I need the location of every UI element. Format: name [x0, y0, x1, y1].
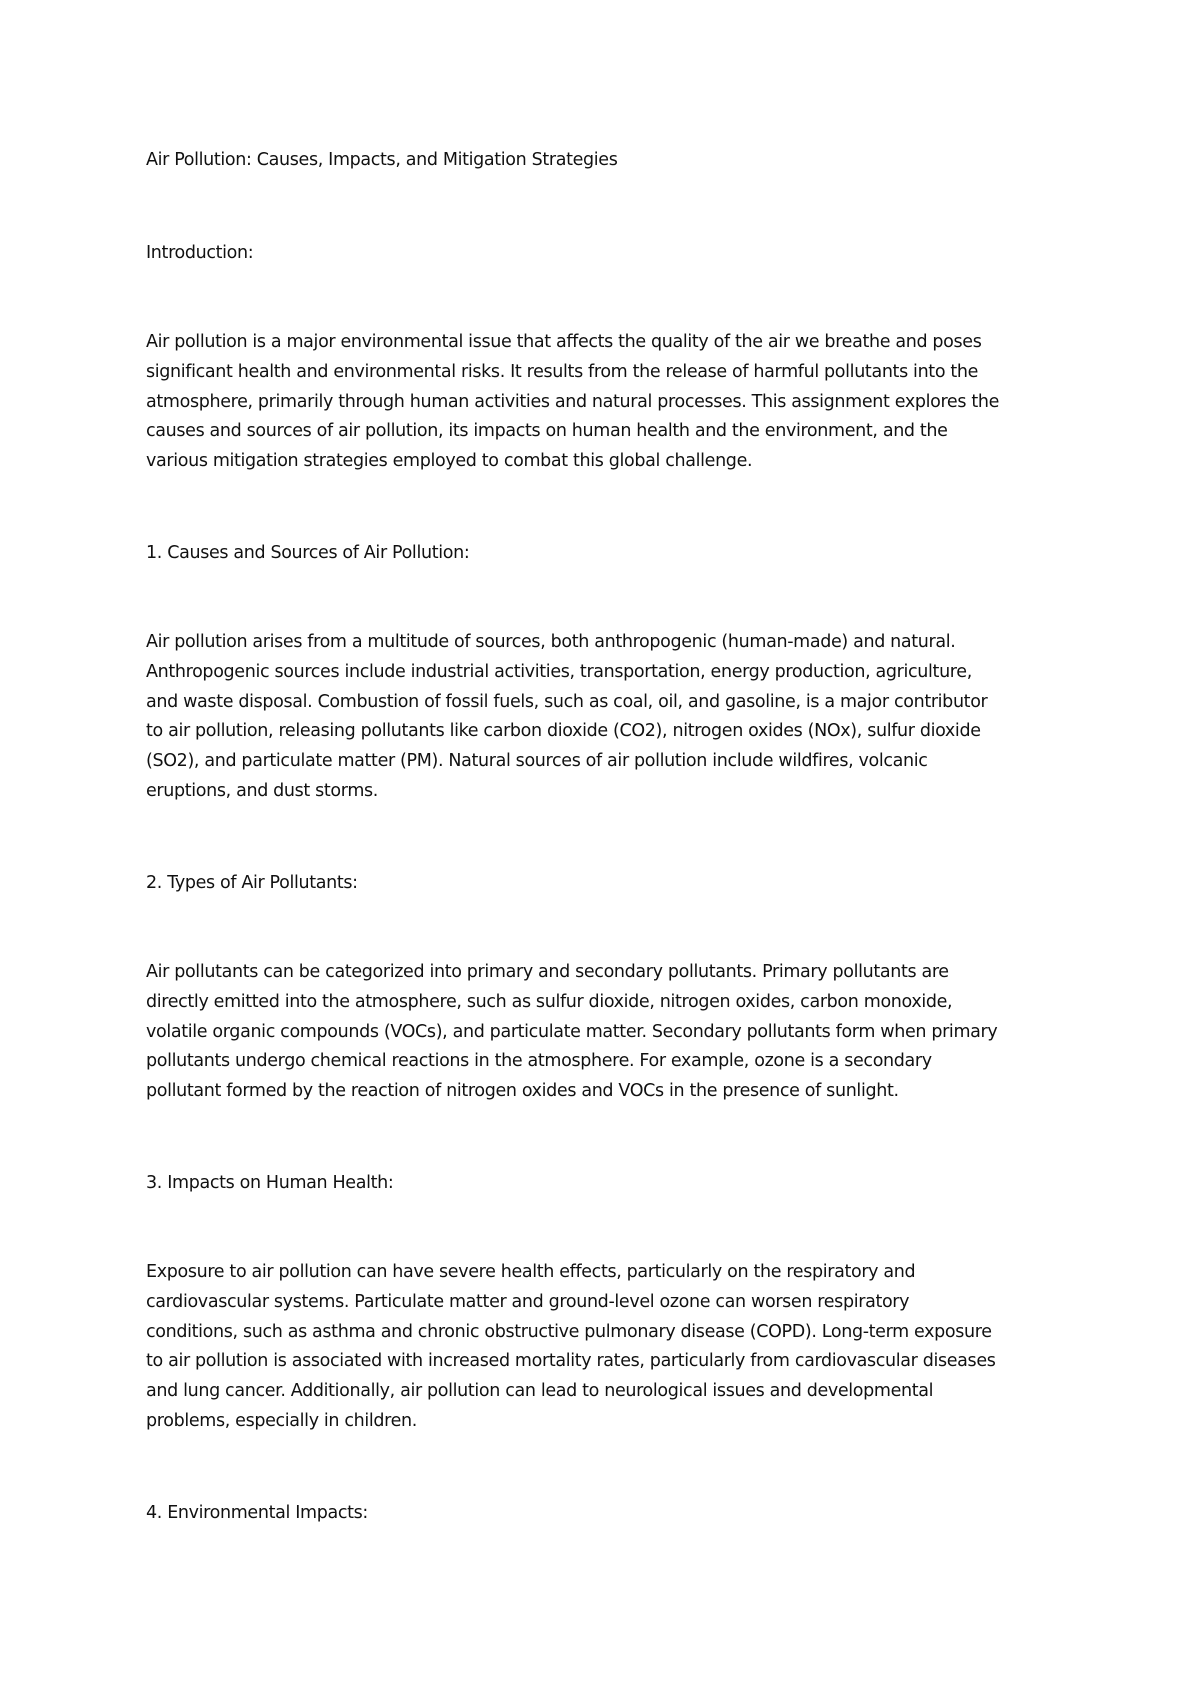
introduction-paragraph: [146, 328, 1071, 477]
paragraph-line: various mitigation strategies employed to combat this global challenge.: [146, 451, 753, 472]
section-3-paragraph: [146, 1258, 1071, 1437]
paragraph-line: directly emitted into the atmosphere, such as sulfur dioxide, nitrogen oxides, carbon monoxide,: [146, 991, 953, 1012]
paragraph-line: significant health and environmental risks. It results from the release of harmful pollutants into the: [146, 361, 979, 382]
paragraph-line: volatile organic compounds (VOCs), and particulate matter. Secondary pollutants form when primary: [146, 1021, 998, 1042]
paragraph-line: Anthropogenic sources include industrial activities, transportation, energy production, agriculture,: [146, 661, 972, 682]
paragraph-line: to air pollution is associated with increased mortality rates, particularly from cardiovascular diseases: [146, 1351, 996, 1372]
paragraph-line: and waste disposal. Combustion of fossil fuels, such as coal, oil, and gasoline, is a major contributor: [146, 691, 988, 712]
section-2-heading: 2. Types of Air Pollutants:: [146, 873, 358, 893]
paragraph-line: conditions, such as asthma and chronic obstructive pulmonary disease (COPD). Long-term exposure: [146, 1321, 992, 1342]
paragraph-line: Exposure to air pollution can have severe health effects, particularly on the respiratory and: [146, 1262, 916, 1282]
section-4-heading: 4. Environmental Impacts:: [146, 1503, 368, 1523]
paragraph-line: to air pollution, releasing pollutants like carbon dioxide (CO2), nitrogen oxides (NOx), sulfur dioxide: [146, 721, 981, 742]
paragraph-line: Air pollutants can be categorized into primary and secondary pollutants. Primary pollutants are: [146, 962, 949, 982]
paragraph-line: problems, especially in children.: [146, 1410, 418, 1431]
document-title: Air Pollution: Causes, Impacts, and Mitigation Strategies: [146, 150, 618, 170]
section-3-heading: 3. Impacts on Human Health:: [146, 1173, 394, 1193]
paragraph-line: (SO2), and particulate matter (PM). Natural sources of air pollution include wildfires, volcanic: [146, 751, 928, 772]
paragraph-line: eruptions, and dust storms.: [146, 780, 379, 801]
section-2-paragraph: [146, 958, 1071, 1107]
paragraph-line: atmosphere, primarily through human activities and natural processes. This assignment explores the: [146, 391, 999, 412]
paragraph-line: Air pollution arises from a multitude of sources, both anthropogenic (human-made) and natural.: [146, 632, 956, 652]
paragraph-line: pollutant formed by the reaction of nitrogen oxides and VOCs in the presence of sunlight.: [146, 1081, 899, 1102]
paragraph-line: Air pollution is a major environmental issue that affects the quality of the air we breathe and poses: [146, 332, 982, 352]
paragraph-line: pollutants undergo chemical reactions in the atmosphere. For example, ozone is a secondary: [146, 1051, 932, 1072]
section-1-paragraph: [146, 628, 1071, 807]
paragraph-line: causes and sources of air pollution, its impacts on human health and the environment, and the: [146, 421, 948, 442]
paragraph-line: and lung cancer. Additionally, air pollution can lead to neurological issues and developmental: [146, 1381, 934, 1402]
introduction-heading: Introduction:: [146, 243, 254, 263]
paragraph-line: cardiovascular systems. Particulate matter and ground-level ozone can worsen respiratory: [146, 1291, 910, 1312]
section-1-heading: 1. Causes and Sources of Air Pollution:: [146, 543, 470, 563]
